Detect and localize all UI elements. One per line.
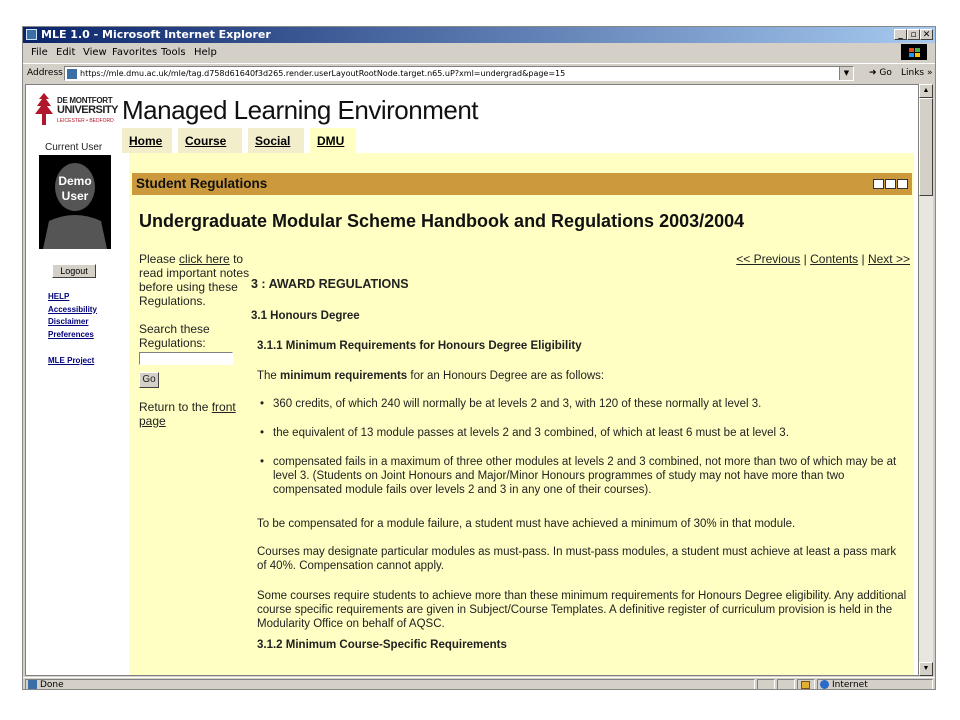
status-cell: [777, 679, 795, 690]
address-label: Address: [27, 68, 63, 78]
avatar-name-line1: Demo: [58, 174, 92, 188]
avatar: [39, 155, 111, 249]
scroll-up-icon[interactable]: ▲: [919, 84, 933, 98]
minimize-channel-icon[interactable]: [897, 179, 908, 189]
title-bar: [23, 27, 935, 43]
links-button[interactable]: Links »: [901, 68, 933, 78]
menu-bar: [23, 44, 935, 61]
list-item: • compensated fails in a maximum of three other modules at levels 2 and 3 combined, not more than two of which may be at level 3. (Students on Joint Honours and Major/Minor Honours programmes of study may not have more than two compensated module fails over levels 2 and 3 in any one of their courses).: [273, 455, 901, 497]
address-dropdown-icon[interactable]: ▼: [839, 67, 853, 80]
accessibility-link[interactable]: Accessibility: [48, 304, 97, 314]
lock-icon: [801, 681, 810, 689]
current-user-label: Current User: [45, 142, 103, 153]
go-button[interactable]: ➜ Go: [869, 68, 892, 78]
logout-button[interactable]: Logout: [52, 264, 96, 278]
tab-social-label: Social: [255, 134, 291, 148]
status-text: Done: [40, 680, 64, 690]
status-text-cell: [25, 679, 755, 690]
tab-dmu-label: DMU: [317, 134, 345, 148]
status-cell: [757, 679, 775, 690]
intro-pre: The: [257, 370, 277, 382]
intro-bold: minimum requirements: [280, 370, 408, 382]
ie-icon: [26, 29, 37, 40]
status-bar: [23, 677, 935, 690]
intro-paragraph: [257, 369, 907, 383]
windows-logo-icon: [901, 44, 927, 60]
zone-text: Internet: [832, 680, 868, 690]
subsection-heading: 3.1 Honours Degree: [251, 310, 360, 322]
front-page-link[interactable]: front page: [139, 400, 236, 428]
notes-rest-text: read important notes before using these Regulations.: [139, 266, 250, 308]
must-pass-paragraph: Courses may designate particular modules as must-pass. In must-pass modules, a student must achieve at least a pass mark of 40%. Compensation cannot apply.: [257, 546, 897, 572]
page-content: [25, 84, 919, 676]
course-requirements-paragraph: Some courses require students to achieve more than these minimum requirements for Honours Degree eligibility. Any additional course specific requirements are given in Subject/Course Templates. A definitive register of curriculum provision is held in the Modularity Office on behalf of AQSC.: [257, 590, 907, 630]
return-to-text: Return to the: [139, 400, 209, 414]
crest-icon: [33, 92, 55, 126]
window-title: MLE 1.0 - Microsoft Internet Explorer: [41, 28, 271, 41]
menu-help[interactable]: Help: [194, 47, 217, 58]
disclaimer-link[interactable]: Disclaimer: [48, 317, 89, 326]
menu-view[interactable]: View: [83, 47, 107, 58]
search-go-button[interactable]: Go: [139, 372, 159, 388]
contents-link[interactable]: Contents: [810, 252, 859, 266]
logo-line3: LEICESTER • BEDFORD: [57, 118, 114, 124]
page-heading: Managed Learning Environment: [122, 95, 479, 125]
lock-cell: [797, 679, 815, 690]
next-subsection-heading: 3.1.2 Minimum Course-Specific Requirements: [257, 639, 507, 651]
notes-text: [139, 252, 251, 308]
compensation-paragraph: To be compensated for a module failure, a student must have achieved a minimum of 30% in that module.: [257, 518, 796, 530]
please-text: Please: [139, 252, 176, 266]
search-label: Search these Regulations:: [139, 322, 210, 350]
tab-home[interactable]: [122, 128, 172, 153]
menu-favorites[interactable]: Favorites: [112, 47, 158, 58]
address-input[interactable]: [64, 66, 854, 81]
logo-line1: DE MONTFORT: [57, 96, 113, 105]
left-links: [48, 291, 97, 368]
mle-project-link[interactable]: MLE Project: [48, 356, 95, 365]
scroll-thumb[interactable]: [919, 98, 933, 196]
maximize-button[interactable]: ▫: [907, 29, 920, 40]
links-label: Links: [901, 68, 925, 78]
tab-social[interactable]: [248, 128, 304, 153]
menu-file[interactable]: File: [31, 47, 48, 58]
avatar-name: [39, 174, 111, 204]
previous-link[interactable]: << Previous: [736, 252, 801, 266]
intro-post: for an Honours Degree are as follows:: [410, 370, 605, 382]
globe-icon: [820, 680, 829, 689]
address-bar: [23, 63, 935, 84]
to-text: to: [233, 252, 244, 266]
university-logo: [33, 92, 119, 126]
list-item: • the equivalent of 13 module passes at levels 2 and 3 combined, of which at least 6 must be at level 3.: [273, 426, 901, 440]
tab-course-label: Course: [185, 134, 227, 148]
avatar-name-line2: User: [61, 189, 89, 203]
search-input[interactable]: [139, 352, 233, 365]
search-icon[interactable]: [873, 179, 884, 189]
help-link[interactable]: HELP: [48, 292, 70, 301]
tab-dmu[interactable]: [310, 128, 356, 153]
edit-icon[interactable]: [885, 179, 896, 189]
nav-separator: |: [861, 252, 865, 266]
nav-separator: |: [803, 252, 807, 266]
menu-tools[interactable]: Tools: [161, 47, 186, 58]
panel-header: [132, 173, 912, 195]
address-url: https://mle.dmu.ac.uk/mle/tag.d758d61640f3d265.render.userLayoutRootNode.target.n65.uP?xml=undergrad&page=15: [80, 69, 566, 78]
tab-course[interactable]: [178, 128, 242, 153]
return-text: [139, 400, 251, 428]
page-navigation: [736, 252, 910, 266]
menu-edit[interactable]: Edit: [56, 47, 76, 58]
page-status-icon: [28, 680, 37, 689]
minimize-button[interactable]: _: [894, 29, 907, 40]
subsubsection-heading: 3.1.1 Minimum Requirements for Honours Degree Eligibility: [257, 340, 582, 352]
vertical-scrollbar[interactable]: [919, 84, 933, 676]
tab-home-label: Home: [129, 134, 163, 148]
go-label: Go: [879, 68, 892, 78]
list-item: • 360 credits, of which 240 will normally be at levels 2 and 3, with 120 of these normally at level 3.: [273, 397, 901, 411]
regulations-sidebar: [139, 252, 251, 428]
section-heading: 3 : AWARD REGULATIONS: [251, 277, 409, 291]
logo-line2: UNIVERSITY: [57, 104, 119, 116]
scroll-down-icon[interactable]: ▼: [919, 662, 933, 676]
click-here-link[interactable]: click here: [179, 252, 230, 266]
panel-title: Student Regulations: [136, 176, 268, 191]
next-link[interactable]: Next >>: [867, 252, 910, 266]
close-button[interactable]: ✕: [920, 29, 933, 40]
browser-window: [22, 26, 936, 690]
regulations-panel: [129, 153, 914, 676]
zone-cell: [817, 679, 933, 690]
page-icon: [67, 69, 77, 79]
document-title: Undergraduate Modular Scheme Handbook and Regulations 2003/2004: [139, 211, 745, 231]
preferences-link[interactable]: Preferences: [48, 329, 94, 339]
